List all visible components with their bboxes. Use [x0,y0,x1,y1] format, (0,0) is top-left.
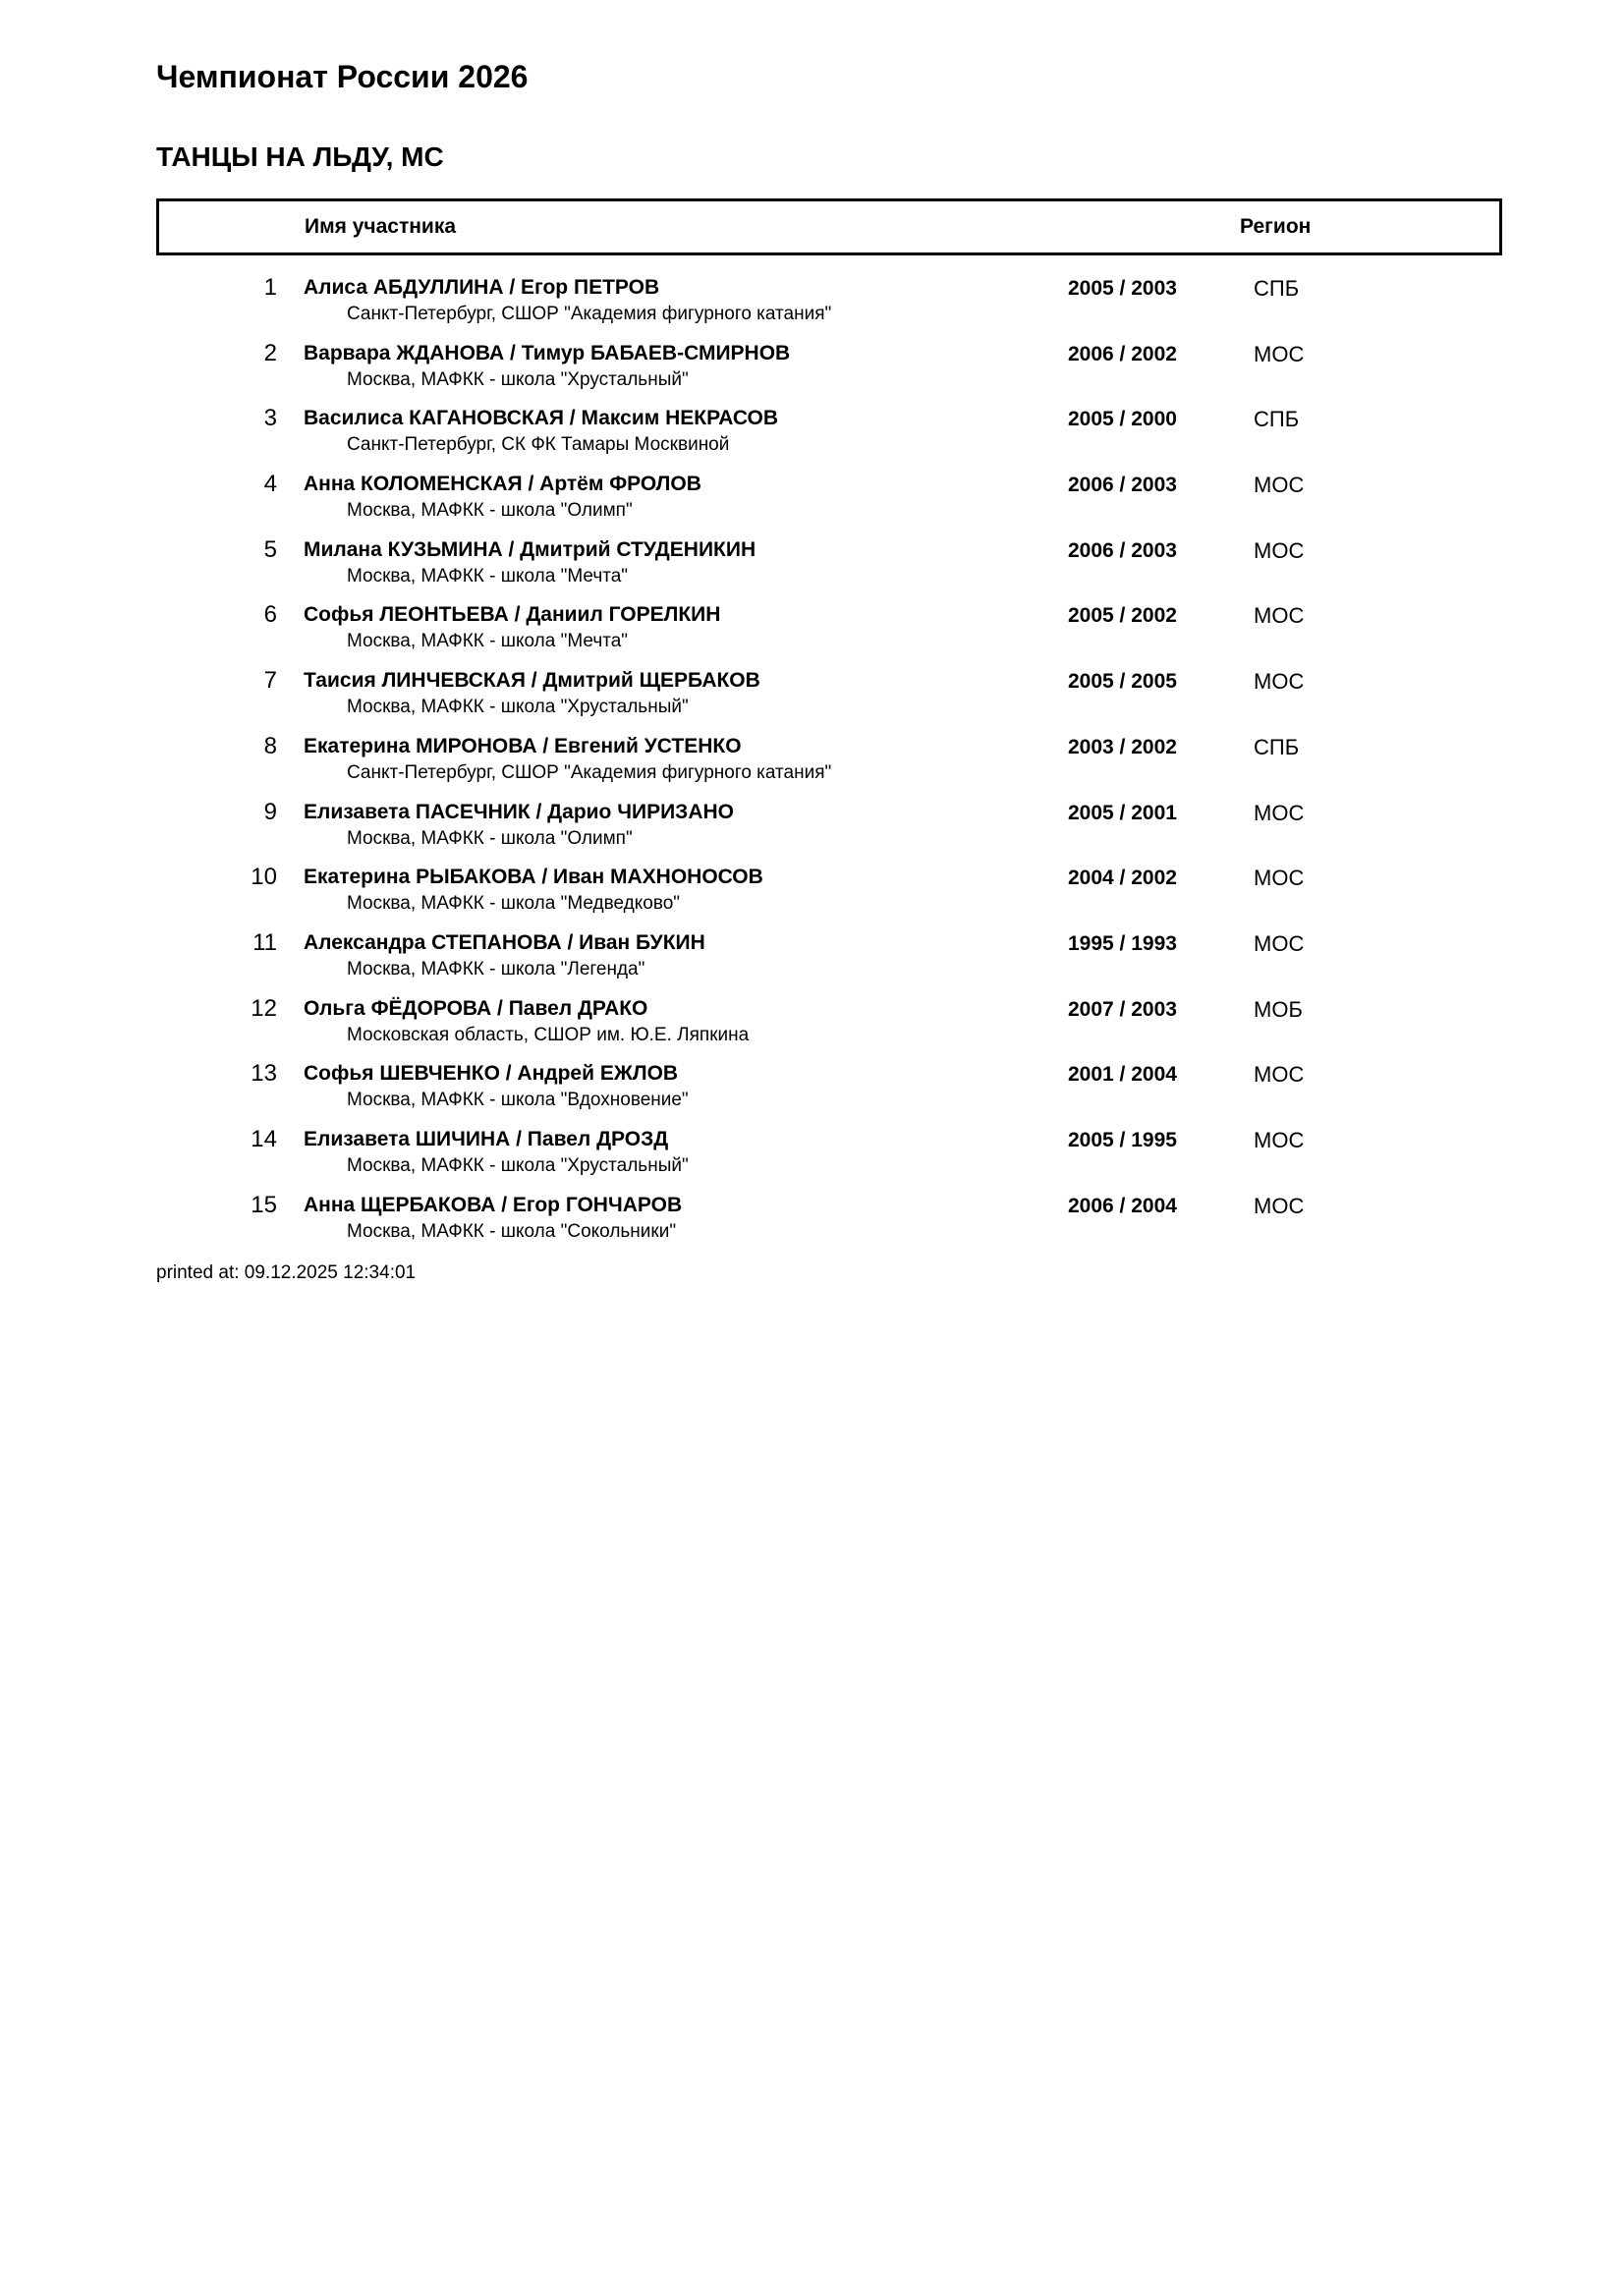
entry-names: Анна КОЛОМЕНСКАЯ / Артём ФРОЛОВ [304,473,701,496]
entry-region: МОС [1254,1193,1305,1218]
entry-birth-years: 2003 / 2002 [1068,735,1177,758]
entry-row [0,925,1624,991]
entry-region: МОС [1254,1127,1305,1152]
entry-club: Москва, МАФКК - школа "Хрустальный" [347,1154,689,1176]
entry-region: МОС [1254,930,1305,956]
entry-region: МОС [1254,473,1305,498]
entry-number: 5 [263,535,277,563]
entry-region: МОС [1254,603,1305,629]
entry-row [0,991,1624,1057]
entry-region: СПБ [1254,734,1300,759]
entry-names: Александра СТЕПАНОВА / Иван БУКИН [304,930,705,954]
entry-row [0,270,1624,336]
entry-number: 14 [251,1125,277,1152]
entry-region: СПБ [1254,276,1300,301]
entry-number: 8 [263,732,277,759]
entry-names: Анна ЩЕРБАКОВА / Егор ГОНЧАРОВ [304,1193,683,1216]
entry-club: Москва, МАФКК - школа "Мечта" [347,565,629,587]
entry-names: Ольга ФЁДОРОВА / Павел ДРАКО [304,996,648,1020]
entry-names: Елизавета ПАСЕЧНИК / Дарио ЧИРИЗАНО [304,800,734,823]
entry-number: 11 [252,928,277,956]
entry-number: 1 [263,274,277,301]
entry-club: Москва, МАФКК - школа "Легенда" [347,958,645,980]
entry-row [0,1122,1624,1188]
entry-club: Москва, МАФКК - школа "Олимп" [347,827,633,849]
entry-names: Софья ШЕВЧЕНКО / Андрей ЕЖЛОВ [304,1062,679,1086]
entry-club: Санкт-Петербург, СШОР "Академия фигурного катания" [347,304,832,324]
entry-birth-years: 2006 / 2004 [1068,1194,1177,1217]
entry-row [0,729,1624,795]
entry-region: СПБ [1254,407,1300,432]
header-region: Регион [1240,215,1312,238]
entry-birth-years: 2005 / 2001 [1068,801,1177,824]
entry-number: 9 [263,798,277,825]
entry-birth-years: 2007 / 2003 [1068,997,1177,1021]
table-header [156,198,1502,255]
entry-row [0,663,1624,729]
entry-names: Милана КУЗЬМИНА / Дмитрий СТУДЕНИКИН [304,537,756,561]
entry-club: Москва, МАФКК - школа "Вдохновение" [347,1090,689,1111]
entry-birth-years: 2005 / 2002 [1068,604,1177,628]
entry-row [0,860,1624,925]
entry-number: 3 [263,405,277,432]
entry-region: МОС [1254,537,1305,563]
entry-birth-years: 2006 / 2003 [1068,538,1177,562]
entry-names: Елизавета ШИЧИНА / Павел ДРОЗД [304,1127,669,1150]
entry-row [0,1188,1624,1254]
page-title: Чемпионат России 2026 [156,59,529,94]
entry-names: Василиса КАГАНОВСКАЯ / Максим НЕКРАСОВ [304,407,779,430]
entry-club: Москва, МАФКК - школа "Олимп" [347,500,633,522]
entry-number: 15 [251,1191,277,1218]
entry-birth-years: 2005 / 2005 [1068,670,1177,694]
entry-club: Москва, МАФКК - школа "Медведково" [347,893,681,915]
entry-number: 4 [263,471,277,498]
printed-timestamp: printed at: 09.12.2025 12:34:01 [156,1262,417,1283]
entry-region: МОС [1254,341,1305,366]
entry-birth-years: 2005 / 1995 [1068,1128,1177,1151]
event-subtitle: ТАНЦЫ НА ЛЬДУ, МС [156,141,444,172]
entry-region: МОБ [1254,996,1303,1022]
entry-number: 13 [251,1060,277,1088]
entry-region: МОС [1254,669,1305,695]
entry-birth-years: 2001 / 2004 [1068,1063,1177,1087]
entry-club: Москва, МАФКК - школа "Хрустальный" [347,697,689,718]
entry-number: 2 [263,339,277,366]
entry-club: Московская область, СШОР им. Ю.Е. Ляпкина [347,1024,750,1045]
entry-club: Санкт-Петербург, СК ФК Тамары Москвиной [347,434,730,456]
entry-row [0,1056,1624,1122]
entry-club: Санкт-Петербург, СШОР "Академия фигурного катания" [347,761,832,783]
entry-number: 6 [263,601,277,629]
entry-row [0,401,1624,467]
entry-club: Москва, МАФКК - школа "Мечта" [347,631,629,652]
entries-list [0,270,1624,1253]
entry-names: Таисия ЛИНЧЕВСКАЯ / Дмитрий ЩЕРБАКОВ [304,669,760,693]
header-participant-name: Имя участника [305,215,457,238]
entry-birth-years: 2004 / 2002 [1068,867,1177,890]
entry-row [0,336,1624,402]
entry-birth-years: 2006 / 2003 [1068,474,1177,497]
entry-number: 7 [263,667,277,695]
entry-names: Софья ЛЕОНТЬЕВА / Даниил ГОРЕЛКИН [304,603,721,627]
entry-region: МОС [1254,866,1305,891]
entry-region: МОС [1254,1062,1305,1088]
entry-club: Москва, МАФКК - школа "Сокольники" [347,1220,677,1242]
entry-row [0,795,1624,861]
entry-row [0,597,1624,663]
entry-birth-years: 1995 / 1993 [1068,931,1177,955]
entry-names: Алиса АБДУЛЛИНА / Егор ПЕТРОВ [304,276,660,299]
entry-number: 12 [251,994,277,1022]
entry-names: Екатерина РЫБАКОВА / Иван МАХНОНОСОВ [304,866,763,889]
entry-names: Варвара ЖДАНОВА / Тимур БАБАЕВ-СМИРНОВ [304,341,791,364]
entry-club: Москва, МАФКК - школа "Хрустальный" [347,368,689,390]
entry-row [0,532,1624,598]
entry-birth-years: 2006 / 2002 [1068,342,1177,365]
entry-names: Екатерина МИРОНОВА / Евгений УСТЕНКО [304,734,742,757]
entry-birth-years: 2005 / 2003 [1068,277,1177,300]
entry-number: 10 [251,864,277,891]
entry-region: МОС [1254,800,1305,825]
entry-birth-years: 2005 / 2000 [1068,408,1177,431]
entry-row [0,467,1624,532]
